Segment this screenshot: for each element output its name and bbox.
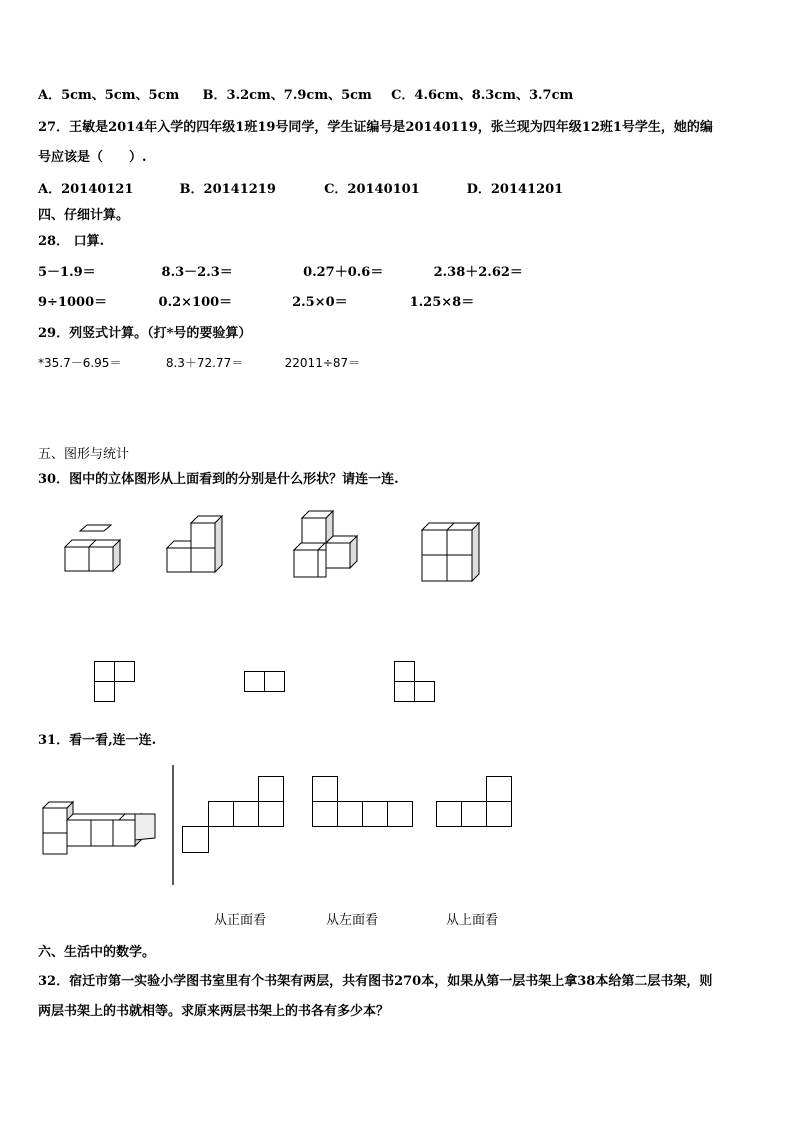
- q28-item: 2.5×0＝: [292, 295, 348, 310]
- q30-solid-3: [292, 510, 362, 580]
- q28-item: 1.25×8＝: [409, 295, 475, 310]
- q28-item: 9÷1000＝: [38, 295, 108, 310]
- q28-item: 0.27＋0.6＝: [303, 265, 384, 280]
- q26-option-b: B．3.2cm、7.9cm、5cm: [202, 88, 372, 103]
- q30-title: 30．图中的立体图形从上面看到的分别是什么形状？请连一连.: [38, 472, 399, 487]
- q28-item: 2.38＋2.62＝: [433, 265, 523, 280]
- q31-view-shape-1: [182, 776, 284, 854]
- section-5-heading: 五、图形与统计: [38, 447, 130, 462]
- section-6-heading: 六、生活中的数学。: [38, 945, 156, 960]
- q31-view-left-label: 从左面看: [326, 913, 379, 928]
- q31-divider-line: [172, 765, 174, 885]
- q31-view-shape-2: [312, 776, 414, 828]
- q27-text-line2: 号应该是（ ）.: [38, 150, 147, 165]
- q31-view-shape-3: [436, 776, 514, 828]
- q26-option-c: C．4.6cm、8.3cm、3.7cm: [391, 88, 574, 103]
- q27-option-c: C．20140101: [324, 182, 420, 197]
- q31-view-front-label: 从正面看: [214, 913, 267, 928]
- section-4-heading: 四、仔细计算。: [38, 208, 130, 223]
- q28-title: 28． 口算.: [38, 234, 105, 249]
- q28-row2: [38, 291, 474, 310]
- q32-text-line2: 两层书架上的书就相等。求原来两层书架上的书各有多少本？: [38, 1004, 390, 1019]
- q30-top-view-2: [244, 671, 286, 693]
- q29-item: *35.7－6.95＝: [38, 356, 122, 370]
- q28-item: 5－1.9＝: [38, 265, 96, 280]
- q27-option-a: A．20140121: [38, 182, 134, 197]
- q28-item: 0.2×100＝: [158, 295, 233, 310]
- q26-option-a: A．5cm、5cm、5cm: [38, 88, 180, 103]
- q29-item: 22011÷87＝: [284, 356, 361, 370]
- q32-text-line1: 32．宿迁市第一实验小学图书室里有个书架有两层，共有图书270本，如果从第一层书架上拿38本给第二层书架，则: [38, 974, 713, 989]
- q30-solid-4: [420, 522, 485, 582]
- q26-options: [38, 84, 573, 103]
- q30-solid-1: [60, 525, 130, 580]
- q31-solid: [40, 800, 158, 856]
- q29-item: 8.3＋72.77＝: [165, 356, 244, 370]
- q27-text-line1: 27．王敏是2014年入学的四年级1班19号同学，学生证编号是20140119，张兰现为四年级12班1号学生，她的编: [38, 120, 713, 135]
- q31-view-top-label: 从上面看: [446, 913, 499, 928]
- q30-top-view-1: [94, 661, 136, 703]
- q28-item: 8.3－2.3＝: [161, 265, 233, 280]
- q27-option-b: B．20141219: [179, 182, 276, 197]
- q28-row1: [38, 261, 523, 280]
- q29-title: 29．列竖式计算。（打*号的要验算）: [38, 326, 252, 341]
- q29-items: [38, 354, 360, 371]
- q27-option-d: D．20141201: [466, 182, 564, 197]
- q31-title: 31．看一看,连一连.: [38, 733, 157, 748]
- q30-solid-2: [165, 515, 230, 580]
- q27-options: [38, 178, 563, 197]
- q30-top-view-3: [394, 661, 436, 703]
